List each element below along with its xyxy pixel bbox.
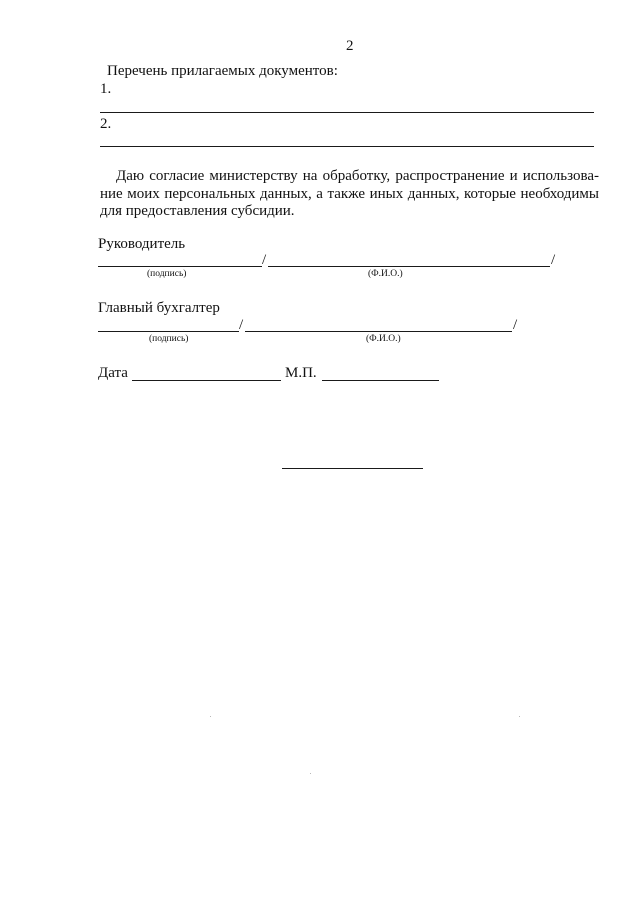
director-name-line[interactable] <box>268 266 550 267</box>
director-name-caption: (Ф.И.О.) <box>368 269 403 279</box>
page-number: 2 <box>346 38 354 54</box>
date-field-line[interactable] <box>132 380 281 381</box>
consent-line-2: ние моих персональных данных, а также иных данных, которые необходимы <box>100 186 599 202</box>
accountant-slash-2: / <box>513 317 518 333</box>
director-title: Руководитель <box>98 236 186 252</box>
attachment-item-2-number: 2. <box>100 116 112 132</box>
director-signature-line[interactable] <box>98 266 262 267</box>
date-label: Дата <box>98 365 128 381</box>
accountant-name-line[interactable] <box>245 331 512 332</box>
director-slash-1: / <box>262 252 267 268</box>
attachment-item-2-line[interactable] <box>100 146 594 147</box>
attachment-item-1-number: 1. <box>100 81 112 97</box>
scan-speck <box>210 716 211 717</box>
consent-line-3: для предоставления субсидии. <box>100 203 295 219</box>
stamp-field-line[interactable] <box>322 380 439 381</box>
accountant-signature-line[interactable] <box>98 331 239 332</box>
accountant-name-caption: (Ф.И.О.) <box>366 334 401 344</box>
scan-speck <box>519 716 520 717</box>
closing-separator-line <box>282 468 423 469</box>
scan-speck <box>310 773 311 774</box>
stamp-label: М.П. <box>285 365 317 381</box>
attachments-title: Перечень прилагаемых документов: <box>107 63 338 79</box>
attachment-item-1-line[interactable] <box>100 112 594 113</box>
director-signature-caption: (подпись) <box>147 269 187 279</box>
consent-line-1: Даю согласие министерству на обработку, распространение и использова- <box>116 168 599 184</box>
accountant-title: Главный бухгалтер <box>98 300 220 316</box>
accountant-slash-1: / <box>239 317 244 333</box>
director-slash-2: / <box>551 252 556 268</box>
accountant-signature-caption: (подпись) <box>149 334 189 344</box>
